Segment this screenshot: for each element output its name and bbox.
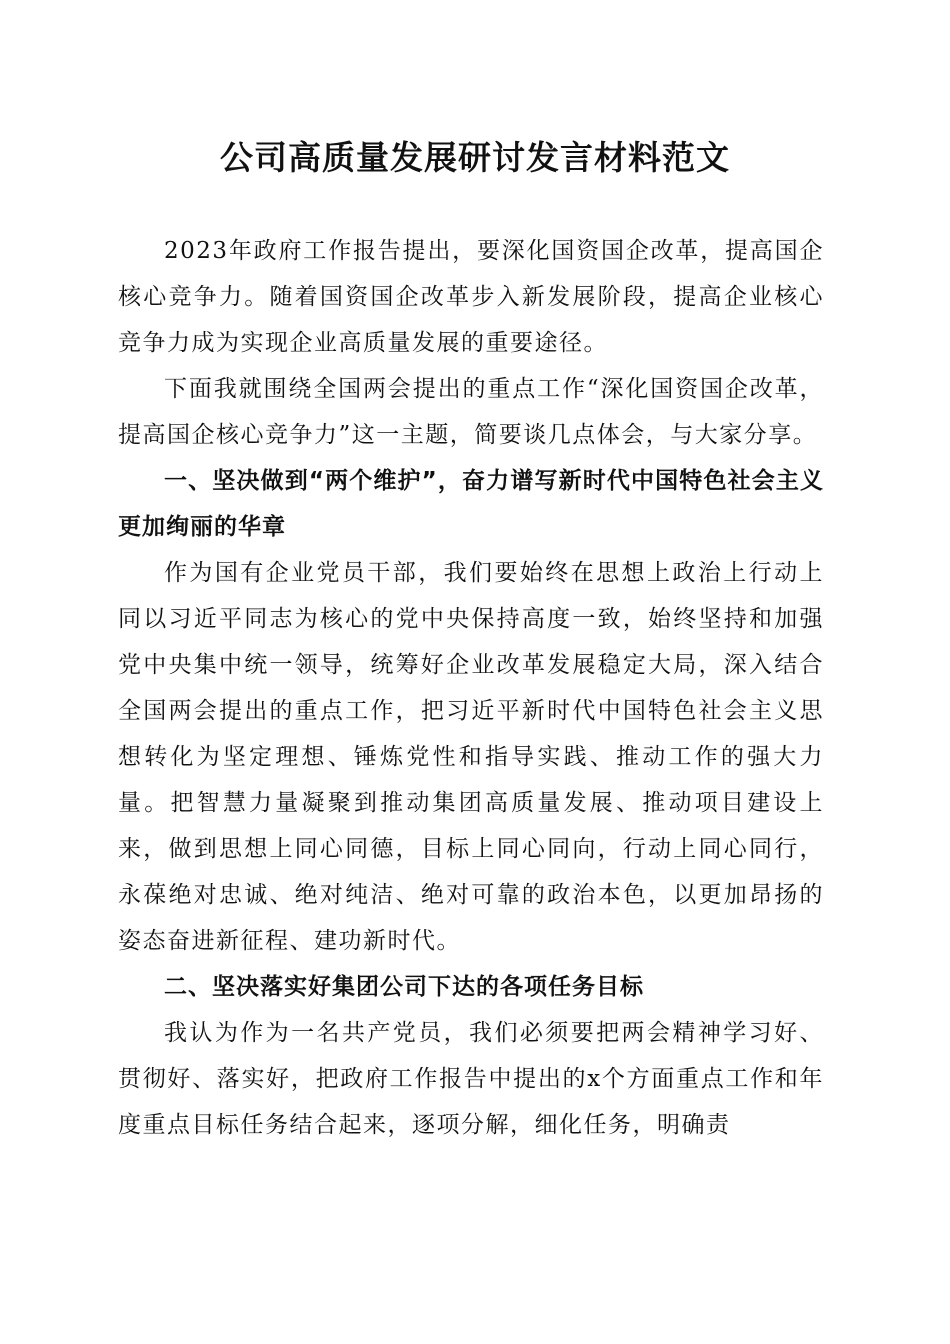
document-title: 公司高质量发展研讨发言材料范文: [220, 138, 730, 177]
paragraph-section-1: 作为国有企业党员干部，我们要始终在思想上政治上行动上同以习近平同志为核心的党中央保持高度一致，始终坚持和加强党中央集中统一领导，统筹好企业改革发展稳定大局，深入结合全国两会提出的重点工作，把习近平新时代中国特色社会主义思想转化为坚定理想、锤炼党性和指导实践、推动工作的强大力量。把智慧力量凝聚到推动集团高质量发展、推动项目建设上来，做到思想上同心同德，目标上同心同向，行动上同心同行，永葆绝对忠诚、绝对纯洁、绝对可靠的政治本色，以更加昂扬的姿态奋进新征程、建功新时代。: [118, 560, 824, 954]
paragraph-topic: 下面我就围绕全国两会提出的重点工作“深化国资国企改革，提高国企核心竞争力”这一主题，简要谈几点体会，与大家分享。: [118, 376, 824, 448]
document-body: [118, 228, 824, 1148]
section-heading-2: 二、坚决落实好集团公司下达的各项任务目标: [164, 974, 644, 1000]
paragraph-section-2: 我认为作为一名共产党员，我们必须要把两会精神学习好、贯彻好、落实好，把政府工作报告中提出的x个方面重点工作和年度重点目标任务结合起来，逐项分解，细化任务，明确责: [118, 1020, 824, 1138]
paragraph-intro: 2023年政府工作报告提出，要深化国资国企改革，提高国企核心竞争力。随着国资国企改革步入新发展阶段，提高企业核心竞争力成为实现企业高质量发展的重要途径。: [118, 238, 824, 356]
section-heading-1: 一、坚决做到“两个维护”，奋力谱写新时代中国特色社会主义更加绚丽的华章: [118, 468, 824, 540]
